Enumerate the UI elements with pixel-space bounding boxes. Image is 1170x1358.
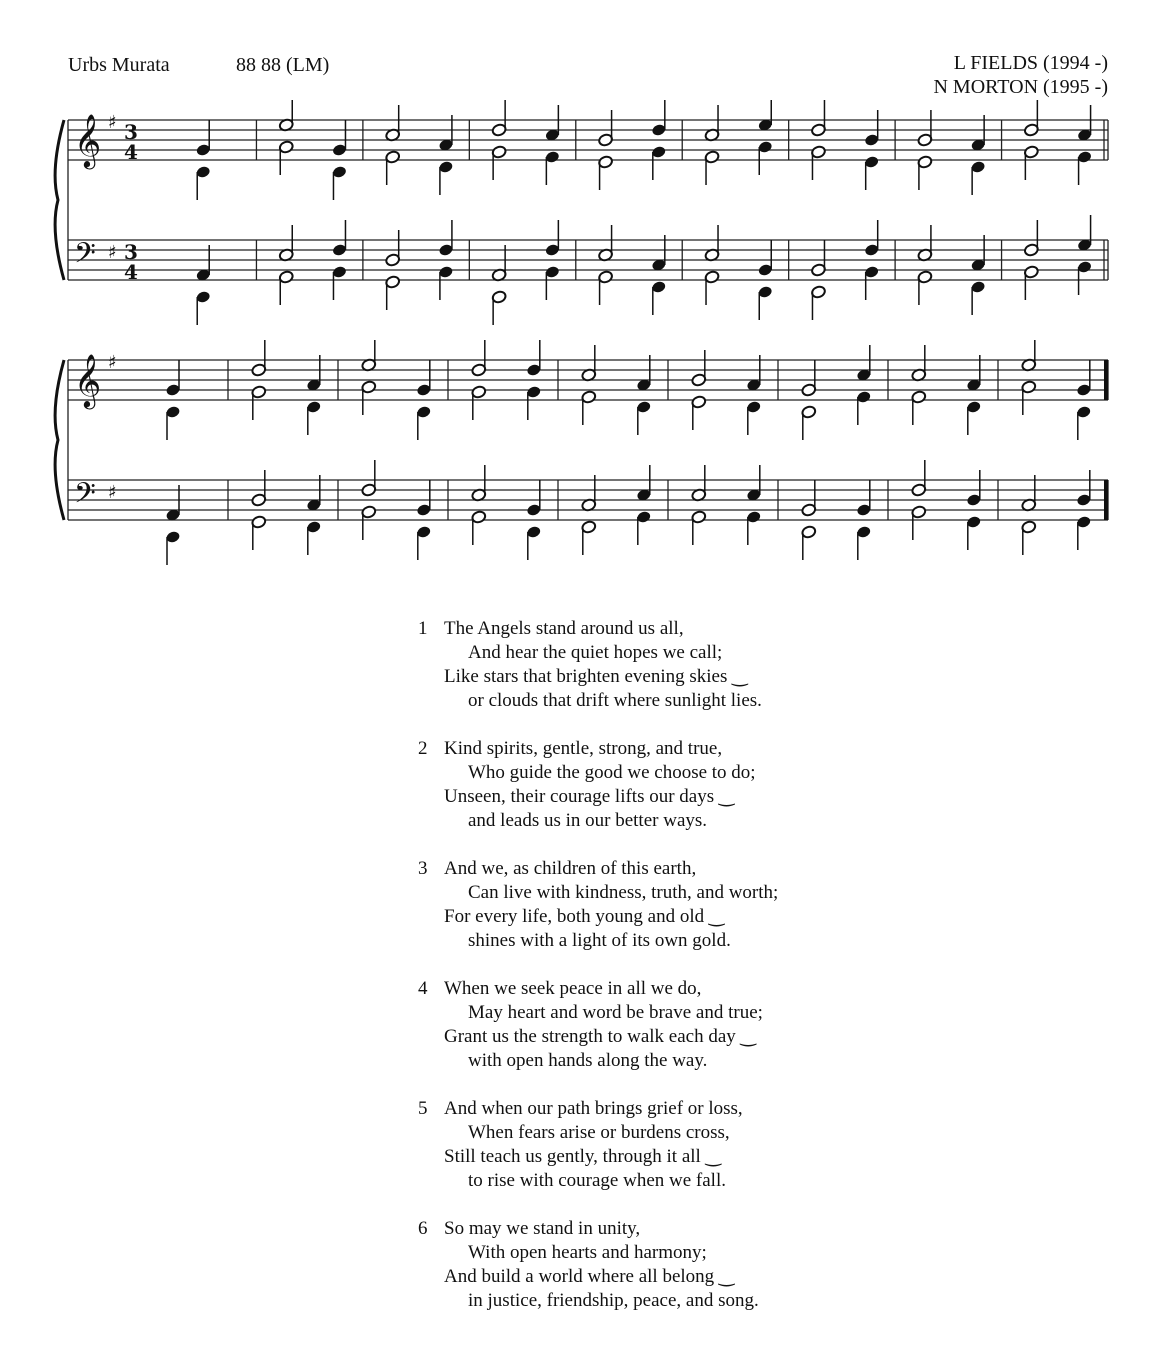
verse	[418, 1217, 978, 1313]
brace	[55, 360, 64, 520]
time-signature-top: 3	[124, 240, 138, 264]
verse	[418, 977, 978, 1073]
meter: 88 88 (LM)	[236, 54, 330, 76]
final-barline	[1104, 480, 1108, 520]
music-system-1	[0, 100, 1170, 330]
credit-line-2: N MORTON (1995 -)	[933, 76, 1108, 98]
verse-line: And when our path brings grief or loss,	[444, 1098, 743, 1119]
sharp-icon: ♯	[108, 352, 117, 373]
verse-line: With open hearts and harmony;	[468, 1242, 707, 1263]
verse-line: And we, as children of this earth,	[444, 858, 697, 879]
treble-clef-icon: 𝄞	[74, 353, 102, 407]
verse-line: Who guide the good we choose to do;	[468, 762, 756, 783]
verse	[418, 617, 978, 713]
verse	[418, 857, 978, 953]
music-system-2	[0, 340, 1170, 570]
verse-line: Grant us the strength to walk each day ‿	[444, 1026, 756, 1047]
verse-number: 1	[418, 618, 428, 639]
verse-line: May heart and word be brave and true;	[468, 1002, 763, 1023]
credits	[933, 51, 1108, 99]
verse-line: with open hands along the way.	[468, 1050, 708, 1071]
verse-line: And hear the quiet hopes we call;	[468, 642, 723, 663]
verse-line: Like stars that brighten evening skies ‿	[444, 666, 748, 687]
verse-number: 6	[418, 1218, 428, 1239]
brace	[55, 120, 64, 280]
verse-line: Kind spirits, gentle, strong, and true,	[444, 738, 723, 759]
verse-number: 4	[418, 978, 428, 999]
verse-line: For every life, both young and old ‿	[444, 906, 725, 927]
verse-line: in justice, friendship, peace, and song.	[468, 1290, 759, 1311]
sharp-icon: ♯	[108, 242, 117, 263]
bass-clef-icon: 𝄢	[74, 237, 96, 277]
verse-line: Still teach us gently, through it all ‿	[444, 1146, 721, 1167]
verse-line: When fears arise or burdens cross,	[468, 1122, 730, 1143]
time-signature-bottom: 4	[124, 140, 138, 164]
verse-number: 5	[418, 1098, 428, 1119]
verse-line: And build a world where all belong ‿	[444, 1266, 735, 1287]
verse-line: Can live with kindness, truth, and worth;	[468, 882, 779, 903]
sharp-icon: ♯	[108, 112, 117, 133]
treble-clef-icon: 𝄞	[74, 113, 102, 167]
credit-line-1: L FIELDS (1994 -)	[953, 52, 1108, 74]
verse-line: shines with a light of its own gold.	[468, 930, 731, 951]
verses	[418, 617, 978, 1337]
tune-name: Urbs Murata	[68, 54, 170, 76]
verse-line: to rise with courage when we fall.	[468, 1170, 726, 1191]
sharp-icon: ♯	[108, 482, 117, 503]
verse	[418, 1097, 978, 1193]
time-signature-bottom: 4	[124, 260, 138, 284]
verse-line: or clouds that drift where sunlight lies.	[468, 690, 762, 711]
bass-clef-icon: 𝄢	[74, 477, 96, 517]
verse	[418, 737, 978, 833]
verse-line: and leads us in our better ways.	[468, 810, 708, 831]
verse-line: Unseen, their courage lifts our days ‿	[444, 786, 735, 807]
final-barline	[1104, 360, 1108, 400]
verse-line: When we seek peace in all we do,	[444, 978, 702, 999]
verse-line: So may we stand in unity,	[444, 1218, 641, 1239]
verse-number: 3	[418, 858, 428, 879]
verse-line: The Angels stand around us all,	[444, 618, 684, 639]
time-signature-top: 3	[124, 120, 138, 144]
verse-number: 2	[418, 738, 428, 759]
